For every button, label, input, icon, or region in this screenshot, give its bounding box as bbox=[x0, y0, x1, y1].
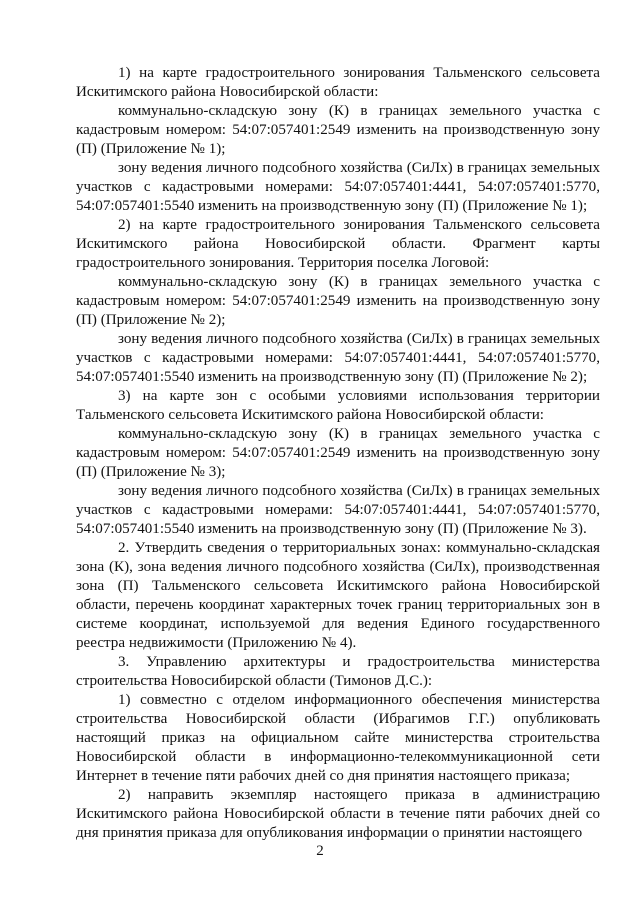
paragraph: зону ведения личного подсобного хозяйства (СиЛх) в границах земельных участков с кадастровыми номерами: 54:07:057401:4441, 54:07:057401:5770, 54:07:057401:5540 изменить на производственную зону (П) (Приложение № 2); bbox=[76, 331, 600, 385]
paragraph: 2) направить экземпляр настоящего приказа в администрацию Искитимского района Новосибирской области в течение пяти рабочих дней со дня принятия приказа для опубликования информации о принятии настоящего bbox=[76, 787, 600, 841]
paragraph: 2. Утвердить сведения о территориальных зонах: коммунально-складская зона (К), зона ведения личного подсобного хозяйства (СиЛх), производственная зона (П) Тальменского сельсовета Искитимского района Новосибирской области, перечень координат характерных точек границ территориальных зон в системе координат, используемой для ведения Единого государственного реестра недвижимости (Приложению № 4). bbox=[76, 540, 600, 651]
paragraph: коммунально-складскую зону (К) в границах земельного участка с кадастровым номером: 54:07:057401:2549 изменить на производственную зону (П) (Приложение № 2); bbox=[76, 274, 600, 328]
paragraph: 3) на карте зон с особыми условиями использования территории Тальменского сельсовета Искитимского района Новосибирской области: bbox=[76, 388, 600, 423]
paragraph: коммунально-складскую зону (К) в границах земельного участка с кадастровым номером: 54:07:057401:2549 изменить на производственную зону (П) (Приложение № 3); bbox=[76, 426, 600, 480]
paragraph: 1) на карте градостроительного зонирования Тальменского сельсовета Искитимского района Новосибирской области: bbox=[76, 65, 600, 100]
paragraph: 2) на карте градостроительного зонирования Тальменского сельсовета Искитимского района Новосибирской области. Фрагмент карты градостроительного зонирования. Территория поселка Логовой: bbox=[76, 217, 600, 271]
paragraph: 3. Управлению архитектуры и градостроительства министерства строительства Новосибирской области (Тимонов Д.С.): bbox=[76, 654, 600, 689]
page-number: 2 bbox=[316, 843, 324, 859]
paragraph: 1) совместно с отделом информационного обеспечения министерства строительства Новосибирской области (Ибрагимов Г.Г.) опубликовать настоящий приказ на официальном сайте министерства строительства Новосибирской области в информационно-телекоммуникационной сети Интернет в течение пяти рабочих дней со дня принятия настоящего приказа; bbox=[76, 692, 600, 784]
paragraph: зону ведения личного подсобного хозяйства (СиЛх) в границах земельных участков с кадастровыми номерами: 54:07:057401:4441, 54:07:057401:5770, 54:07:057401:5540 изменить на производственную зону (П) (Приложение № 3). bbox=[76, 483, 600, 537]
paragraph: зону ведения личного подсобного хозяйства (СиЛх) в границах земельных участков с кадастровыми номерами: 54:07:057401:4441, 54:07:057401:5770, 54:07:057401:5540 изменить на производственную зону (П) (Приложение № 1); bbox=[76, 160, 600, 214]
document-page bbox=[76, 64, 600, 843]
paragraph: коммунально-складскую зону (К) в границах земельного участка с кадастровым номером: 54:07:057401:2549 изменить на производственную зону (П) (Приложение № 1); bbox=[76, 103, 600, 157]
